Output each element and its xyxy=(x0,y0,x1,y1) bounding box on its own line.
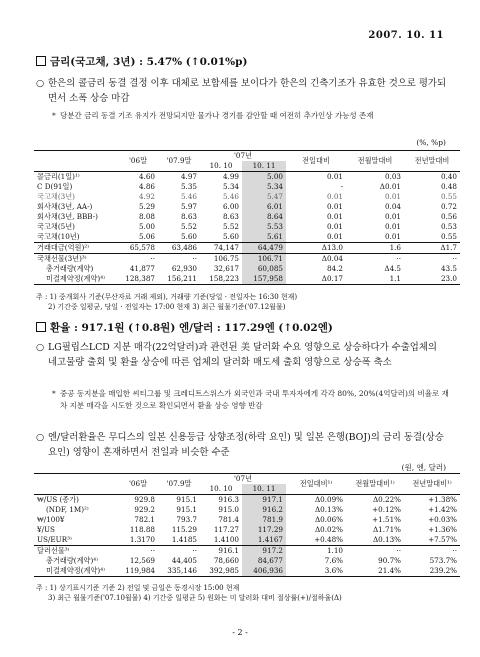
table-cell: 5.29 xyxy=(138,202,155,211)
table-cell: 1.3170 xyxy=(129,535,155,544)
table-row xyxy=(34,222,460,232)
table2-footnote-1: 주 : 1) 상기표시기준 기준 2) 전일 및 금일은 동경시장 15:00 현재 xyxy=(36,584,240,592)
table-row xyxy=(34,232,460,243)
section-title-text: 환율 : 917.1원 (↑0.8원) 엔/달러 : 117.29엔 (↑0.02엔) xyxy=(50,322,333,334)
row-label: 달러선물³⁾ xyxy=(34,546,118,557)
table-cell: +1.36% xyxy=(428,525,457,534)
table-cell: ·· xyxy=(118,254,158,265)
table-cell: 5.60 xyxy=(222,232,239,241)
table-cell: Δ0.17 xyxy=(321,274,343,283)
table-row xyxy=(34,264,460,274)
bullet-text: 엔/달러환율은 무디스의 일본 신용등급 상향조정(하락 요인) 및 일본 은행(BOJ)의 금리 동결(상승 요인) 영향이 혼재하면서 전일과 비슷한 수준 xyxy=(48,432,444,458)
row-label: ₩/US (종가) xyxy=(37,495,79,504)
table-cell: Δ1.71% xyxy=(372,525,401,534)
row-label: ¥/US xyxy=(37,525,55,534)
circle-bullet-icon: ○ xyxy=(36,342,45,353)
table-cell: 239.2% xyxy=(429,566,457,575)
note-text: 당분간 금리 동결 기조 유지가 전망되지만 물가나 경기를 감안할 때 여전히 추가인상 가능성 존재 xyxy=(60,111,374,120)
col-header: '07.9말 xyxy=(166,479,192,488)
table-cell: +7.57% xyxy=(428,535,457,544)
table-cell: Δ0.22% xyxy=(372,495,401,504)
table-cell: 128,387 xyxy=(125,274,155,283)
table-cell: +0.12% xyxy=(372,505,401,514)
table-cell: Δ0.09% xyxy=(314,495,343,504)
table-cell: ·· xyxy=(118,546,158,557)
table-cell: 117.29 xyxy=(242,525,286,535)
table-cell: 5.47 xyxy=(242,192,286,202)
table-row xyxy=(34,274,460,285)
table-cell: 0.56 xyxy=(440,212,457,221)
row-label: ₩/100¥ xyxy=(37,515,65,524)
table-cell: Δ0.13% xyxy=(314,505,343,514)
row-label: 국고채(3년) xyxy=(37,192,75,201)
table-cell: Δ13.0 xyxy=(286,243,346,254)
table-cell: 0.01 xyxy=(326,212,343,221)
table-cell: 6.00 xyxy=(222,202,239,211)
table-cell: 44,405 xyxy=(171,556,197,565)
table-cell: 5.52 xyxy=(222,222,239,231)
table-cell: 0.55 xyxy=(440,192,457,201)
table-cell: 781.9 xyxy=(242,515,286,525)
table-cell: 0.01 xyxy=(326,222,343,231)
table-cell: 41,877 xyxy=(129,264,155,273)
table-cell: 1.4100 xyxy=(213,535,239,544)
table-cell: 406,936 xyxy=(242,566,286,577)
table-cell: Δ0.01 xyxy=(379,182,401,191)
table-cell: 0.01 xyxy=(384,212,401,221)
table-row xyxy=(34,495,460,506)
table-row xyxy=(34,515,460,525)
table-cell: 5.46 xyxy=(222,192,239,201)
table-row xyxy=(34,172,460,183)
table-cell: 915.1 xyxy=(176,505,197,514)
col-header: 전년말대비¹⁾ xyxy=(412,479,452,488)
table-cell: 0.72 xyxy=(440,202,457,211)
table-cell: 915.0 xyxy=(218,505,239,514)
section-title-text: 금리(국고채, 3년) : 5.47% (↑0.01%p) xyxy=(50,56,248,68)
table-cell: 106.75 xyxy=(200,254,242,265)
table-cell: 23.0 xyxy=(440,274,457,283)
table-cell: 916.2 xyxy=(242,505,286,515)
table-header-row xyxy=(34,474,460,485)
table-cell: 1.6 xyxy=(346,243,404,254)
col-header: 전일대비 xyxy=(302,156,330,165)
table-cell: ·· xyxy=(346,546,404,557)
table-cell: 5.60 xyxy=(180,232,197,241)
table-cell: 5.61 xyxy=(242,232,286,243)
table-row xyxy=(34,556,460,566)
table-row xyxy=(34,535,460,546)
table-cell: 916.3 xyxy=(218,495,239,504)
table-cell: 8.63 xyxy=(180,212,197,221)
fx-rate-table xyxy=(34,473,460,577)
table1-footnote-1: 주 : 1) 중개회사 기준(무산자료 거래 제외), 거래량 기준(당일 · 전일자는 16:30 현재) xyxy=(36,293,298,301)
col-header: '07.9말 xyxy=(166,156,192,165)
note-text: 중공 동지분을 매입한 씨티그룹 및 크레디트스위스가 외국인과 국내 투자자에게 각각 80%, 20%(4억달러)의 비율로 재차 지분 매각을 시도한 것으로 확인되면서 환율 상승 영향 반감 xyxy=(60,389,449,410)
bullet-text: LG필립스LCD 지분 매각(22억달러)과 관련된 美 달러화 수요 영향으로 상승하다가 수출업체의 네고물량 출회 및 환율 상승에 따른 업체의 달러화 매도세 출회 영향으로 상승폭 축소 xyxy=(48,342,437,368)
table-cell: 21.4% xyxy=(378,566,401,575)
row-label: 미결제약정(계약)⁴⁾ xyxy=(46,274,105,283)
table-cell: 4.99 xyxy=(222,172,239,181)
table-cell: 5.06 xyxy=(138,232,155,241)
row-label: 콜금리(1일)¹⁾ xyxy=(37,172,80,181)
table-cell: 916.1 xyxy=(200,546,242,557)
table-cell: 5.34 xyxy=(222,182,239,191)
col-header: 10. 11 xyxy=(242,161,286,172)
table-cell: 7.6% xyxy=(324,556,343,565)
table2-unit: (원, 엔, 달러) xyxy=(401,463,446,472)
col-header: '07년 xyxy=(233,474,253,483)
table-cell: ·· xyxy=(158,546,200,557)
col-header: 10. 10 xyxy=(209,484,233,493)
table-cell: 929.8 xyxy=(134,495,155,504)
table-cell: 0.01 xyxy=(384,222,401,231)
table-cell: 32,617 xyxy=(213,264,239,273)
row-label: 국고채(5년) xyxy=(37,222,75,231)
bullet-text: 한은의 콜금리 동결 결정 이후 대체로 보합세를 보이다가 한은의 긴축기조가 유효한 것으로 평가되면서 소폭 상승 마감 xyxy=(48,78,447,104)
table-cell: 65,578 xyxy=(118,243,158,254)
table-cell: 917.1 xyxy=(242,495,286,506)
col-header: 전일대비¹⁾ xyxy=(299,479,333,488)
table-cell: 0.04 xyxy=(384,202,401,211)
checkbox-icon xyxy=(36,322,46,332)
table-row xyxy=(34,192,460,202)
table-cell: 5.34 xyxy=(242,182,286,192)
table-row xyxy=(34,525,460,535)
table-row xyxy=(34,566,460,577)
table-cell: ·· xyxy=(158,254,200,265)
table-cell: 74,147 xyxy=(200,243,242,254)
asterisk-icon: * xyxy=(52,111,56,120)
table-cell: 0.01 xyxy=(384,232,401,241)
table-cell: Δ0.06% xyxy=(314,515,343,524)
col-header: 전월말대비¹⁾ xyxy=(355,479,395,488)
table-cell: 106.71 xyxy=(242,254,286,265)
table-cell: 8.63 xyxy=(222,212,239,221)
section-fx-title xyxy=(36,320,333,335)
asterisk-icon: * xyxy=(52,389,56,398)
table-cell: 0.01 xyxy=(326,172,343,181)
table-cell: 5.35 xyxy=(180,182,197,191)
table-cell: 78,660 xyxy=(213,556,239,565)
row-label: 거래대금(억원)²⁾ xyxy=(34,243,118,254)
col-header: '06말 xyxy=(128,479,148,488)
fx-bullet-1 xyxy=(36,340,448,370)
row-label: 국고채(10년) xyxy=(37,232,80,241)
table-cell: 1.10 xyxy=(286,546,346,557)
table-cell: 157,958 xyxy=(242,274,286,285)
table-cell: 5.46 xyxy=(180,192,197,201)
table-cell: 392,985 xyxy=(209,566,239,575)
table-cell: 0.40 xyxy=(440,172,457,181)
table1-unit: (%, %p) xyxy=(416,138,446,147)
table-cell: 5.00 xyxy=(138,222,155,231)
row-label: 회사채(3년, BBB-) xyxy=(37,212,98,221)
table-cell: 781.4 xyxy=(218,515,239,524)
interest-rate-table xyxy=(34,150,460,285)
table-cell: 4.92 xyxy=(138,192,155,201)
table-cell: +1.38% xyxy=(428,495,457,504)
table-cell: 5.00 xyxy=(242,172,286,183)
table-cell: Δ0.02% xyxy=(314,525,343,534)
table-cell: 8.64 xyxy=(242,212,286,222)
checkbox-icon xyxy=(36,56,46,66)
table-cell: Δ4.5 xyxy=(384,264,401,273)
row-label: 미결제약정(계약)⁴⁾ xyxy=(46,566,105,575)
table-cell: 84,677 xyxy=(242,556,286,566)
table-cell: +0.03% xyxy=(428,515,457,524)
table-cell: 12,569 xyxy=(129,556,155,565)
table-header-row xyxy=(34,151,460,162)
table-row xyxy=(34,254,460,265)
col-header: 전년말대비 xyxy=(414,156,450,165)
col-header: 10. 10 xyxy=(209,161,233,170)
table-cell: 1.4185 xyxy=(171,535,197,544)
table-cell: 43.5 xyxy=(440,264,457,273)
table-cell: ·· xyxy=(346,254,404,265)
table-cell: 0.01 xyxy=(326,232,343,241)
row-label: C D(91일) xyxy=(37,182,73,191)
table-cell: 0.48 xyxy=(440,182,457,191)
table-cell: 1.4167 xyxy=(242,535,286,546)
row-label: (NDF, 1M)²⁾ xyxy=(46,505,89,514)
table-cell: +1.51% xyxy=(372,515,401,524)
table-row xyxy=(34,212,460,222)
table-cell: 90.7% xyxy=(378,556,401,565)
row-label: 국채선물(3년)³⁾ xyxy=(34,254,118,265)
col-header: '06말 xyxy=(128,156,148,165)
table-cell: 118.88 xyxy=(129,525,155,534)
table-cell: 119,984 xyxy=(125,566,155,575)
table-cell: 4.86 xyxy=(138,182,155,191)
table-cell: ·· xyxy=(404,546,460,557)
table-cell: 60,085 xyxy=(242,264,286,274)
section-interest-title xyxy=(36,54,247,69)
table-cell: 64,479 xyxy=(242,243,286,254)
table-cell: 158,223 xyxy=(209,274,239,283)
table-cell: +0.48% xyxy=(314,535,343,544)
row-label: US/EUR³⁾ xyxy=(37,535,72,544)
table-cell: 62,930 xyxy=(171,264,197,273)
table-cell: +1.42% xyxy=(428,505,457,514)
table-cell: 335,146 xyxy=(167,566,197,575)
table-cell: 917.2 xyxy=(242,546,286,557)
report-date: 2007. 10. 11 xyxy=(368,30,444,41)
table-cell: ·· xyxy=(404,254,460,265)
row-label: 총거래량(계약)⁴⁾ xyxy=(46,556,98,565)
col-header: '07년 xyxy=(233,151,253,160)
table-cell: 0.01 xyxy=(384,192,401,201)
table-cell: 3.6% xyxy=(324,566,343,575)
table-cell: 793.7 xyxy=(176,515,197,524)
interest-bullet xyxy=(36,76,448,106)
table1-footnote-2: 2) 기간중 일평균, 당일 · 전일자는 17:00 현재 3) 최근 월물기준('07.12월물) xyxy=(48,303,286,311)
interest-note xyxy=(52,110,450,122)
table-row xyxy=(34,202,460,212)
table-cell: - xyxy=(340,182,343,191)
table-cell: 4.60 xyxy=(138,172,155,181)
page-number: - 2 - xyxy=(232,628,248,637)
col-header: 전월말대비 xyxy=(357,156,393,165)
table-cell: Δ0.04 xyxy=(286,254,346,265)
table-cell: 5.53 xyxy=(242,222,286,232)
table-cell: Δ1.7 xyxy=(404,243,460,254)
table-cell: 6.01 xyxy=(242,202,286,212)
table-cell: Δ0.13% xyxy=(372,535,401,544)
table-row xyxy=(34,505,460,515)
table-cell: 573.7% xyxy=(429,556,457,565)
table-cell: 117.27 xyxy=(213,525,239,534)
table-row xyxy=(34,546,460,557)
table-cell: 115.29 xyxy=(171,525,197,534)
table-cell: 0.01 xyxy=(326,202,343,211)
table-row xyxy=(34,182,460,192)
circle-bullet-icon: ○ xyxy=(36,78,45,89)
table-cell: 1.1 xyxy=(389,274,401,283)
table-cell: 929.2 xyxy=(134,505,155,514)
table-cell: 5.52 xyxy=(180,222,197,231)
table-row xyxy=(34,243,460,254)
row-label: 회사채(3년, AA-) xyxy=(37,202,93,211)
col-header: 10. 11 xyxy=(242,484,286,495)
table-cell: 0.01 xyxy=(326,192,343,201)
table-cell: 8.08 xyxy=(138,212,155,221)
table-cell: 0.53 xyxy=(440,222,457,231)
table-cell: 156,211 xyxy=(167,274,197,283)
table-cell: 5.97 xyxy=(180,202,197,211)
circle-bullet-icon: ○ xyxy=(36,432,45,443)
row-label: 총거래량(계약) xyxy=(46,264,94,273)
fx-note xyxy=(52,388,450,412)
table2-footnote-2: 3) 최근 월물기준('07.10월물) 4) 기간중 일평균 5) 원화는 미 달러화 대비 절상률(+)/절하율(Δ) xyxy=(48,594,342,602)
table-cell: 4.97 xyxy=(180,172,197,181)
fx-bullet-2 xyxy=(36,430,448,460)
table-cell: 84.2 xyxy=(326,264,343,273)
table-cell: 782.1 xyxy=(134,515,155,524)
table-cell: 63,486 xyxy=(158,243,200,254)
table-cell: 0.03 xyxy=(384,172,401,181)
table-cell: 915.1 xyxy=(176,495,197,504)
table-cell: 0.55 xyxy=(440,232,457,241)
